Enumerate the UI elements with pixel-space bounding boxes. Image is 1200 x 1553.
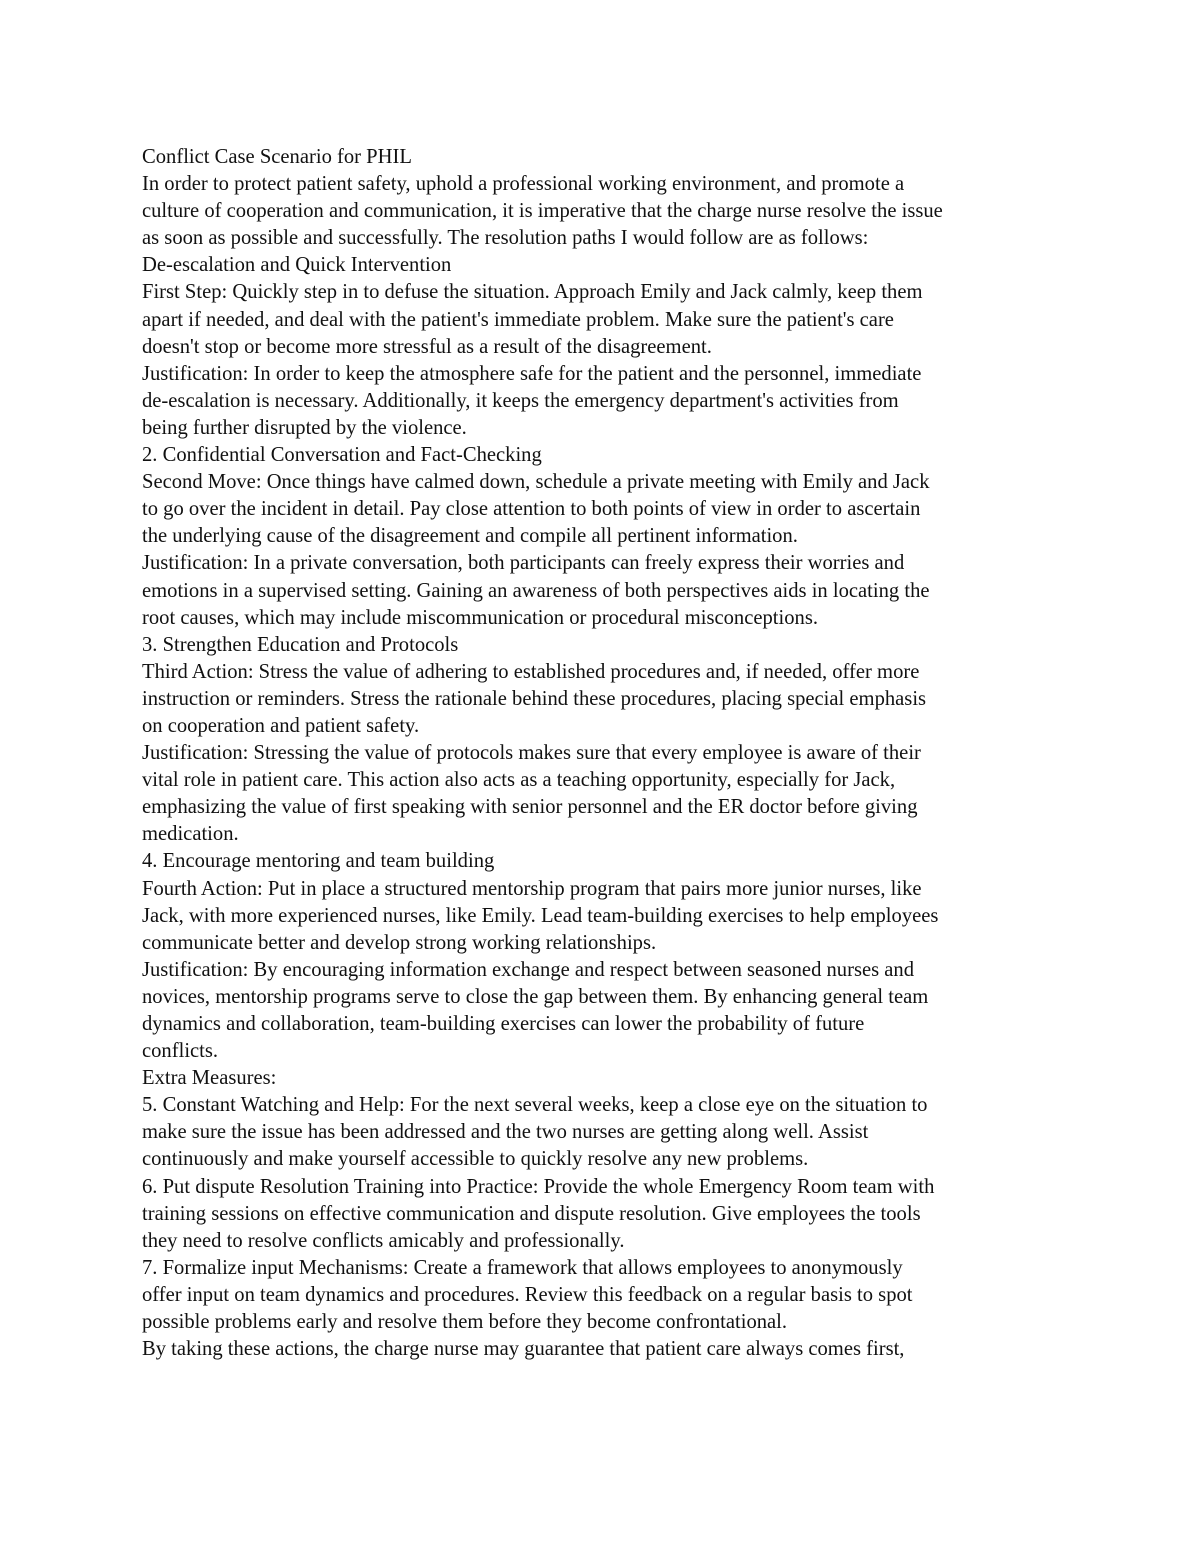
text-line: to go over the incident in detail. Pay close attention to both points of view in order to ascertain	[142, 498, 921, 521]
text-line: continuously and make yourself accessible to quickly resolve any new problems.	[142, 1148, 809, 1171]
text-line: In order to protect patient safety, uphold a professional working environment, and promote a	[142, 173, 905, 196]
text-line: emphasizing the value of first speaking with senior personnel and the ER doctor before giving	[142, 796, 918, 819]
text-line: Justification: In a private conversation, both participants can freely express their worries and	[142, 552, 905, 575]
text-line: medication.	[142, 823, 239, 846]
text-line: Justification: Stressing the value of protocols makes sure that every employee is aware of their	[142, 742, 921, 765]
text-line: 2. Confidential Conversation and Fact-Checking	[142, 444, 542, 467]
text-line: novices, mentorship programs serve to close the gap between them. By enhancing general team	[142, 985, 929, 1008]
text-line: training sessions on effective communication and dispute resolution. Give employees the tools	[142, 1202, 921, 1225]
text-line: communicate better and develop strong working relationships.	[142, 931, 657, 954]
text-line: Second Move: Once things have calmed down, schedule a private meeting with Emily and Jack	[142, 471, 930, 494]
text-line: 3. Strengthen Education and Protocols	[142, 633, 459, 656]
text-line: Fourth Action: Put in place a structured mentorship program that pairs more junior nurses, like	[142, 877, 922, 900]
text-line: culture of cooperation and communication, it is imperative that the charge nurse resolve the issue	[142, 200, 943, 223]
text-line: Extra Measures:	[142, 1067, 277, 1090]
text-line: By taking these actions, the charge nurse may guarantee that patient care always comes first,	[142, 1338, 905, 1361]
text-line: 5. Constant Watching and Help: For the next several weeks, keep a close eye on the situation to	[142, 1094, 928, 1117]
text-line: dynamics and collaboration, team-building exercises can lower the probability of future	[142, 1013, 865, 1035]
text-line: doesn't stop or become more stressful as a result of the disagreement.	[142, 335, 712, 358]
document-title: Conflict Case Scenario for PHIL	[142, 146, 412, 168]
text-line: 6. Put dispute Resolution Training into Practice: Provide the whole Emergency Room team with	[142, 1175, 935, 1198]
text-line: offer input on team dynamics and procedures. Review this feedback on a regular basis to spot	[142, 1283, 913, 1306]
text-line: as soon as possible and successfully. The resolution paths I would follow are as follows:	[142, 227, 869, 250]
text-line: on cooperation and patient safety.	[142, 714, 420, 737]
text-line: being further disrupted by the violence.	[142, 416, 467, 439]
text-line: apart if needed, and deal with the patient's immediate problem. Make sure the patient's care	[142, 308, 894, 331]
text-line: make sure the issue has been addressed and the two nurses are getting along well. Assist	[142, 1121, 869, 1144]
text-line: conflicts.	[142, 1040, 219, 1063]
text-line: de-escalation is necessary. Additionally, it keeps the emergency department's activities from	[142, 389, 899, 412]
text-line: De-escalation and Quick Intervention	[142, 254, 452, 277]
text-line: emotions in a supervised setting. Gaining an awareness of both perspectives aids in locating the	[142, 579, 930, 602]
text-line: First Step: Quickly step in to defuse the situation. Approach Emily and Jack calmly, keep them	[142, 281, 923, 304]
text-line: they need to resolve conflicts amicably and professionally.	[142, 1229, 625, 1252]
text-line: 4. Encourage mentoring and team building	[142, 850, 495, 873]
text-line: Justification: By encouraging information exchange and respect between seasoned nurses and	[142, 958, 915, 981]
document-body	[142, 144, 1067, 1363]
text-line: Third Action: Stress the value of adhering to established procedures and, if needed, offer more	[142, 660, 920, 683]
text-line: the underlying cause of the disagreement and compile all pertinent information.	[142, 525, 798, 548]
text-line: possible problems early and resolve them before they become confrontational.	[142, 1311, 788, 1334]
text-line: Jack, with more experienced nurses, like Emily. Lead team-building exercises to help employees	[142, 904, 939, 927]
text-line: root causes, which may include miscommunication or procedural misconceptions.	[142, 606, 818, 629]
text-line: instruction or reminders. Stress the rationale behind these procedures, placing special emphasis	[142, 687, 927, 710]
text-line: Justification: In order to keep the atmosphere safe for the patient and the personnel, immediate	[142, 362, 922, 385]
text-line: 7. Formalize input Mechanisms: Create a framework that allows employees to anonymously	[142, 1256, 903, 1279]
text-line: vital role in patient care. This action also acts as a teaching opportunity, especially for Jack,	[142, 769, 896, 792]
